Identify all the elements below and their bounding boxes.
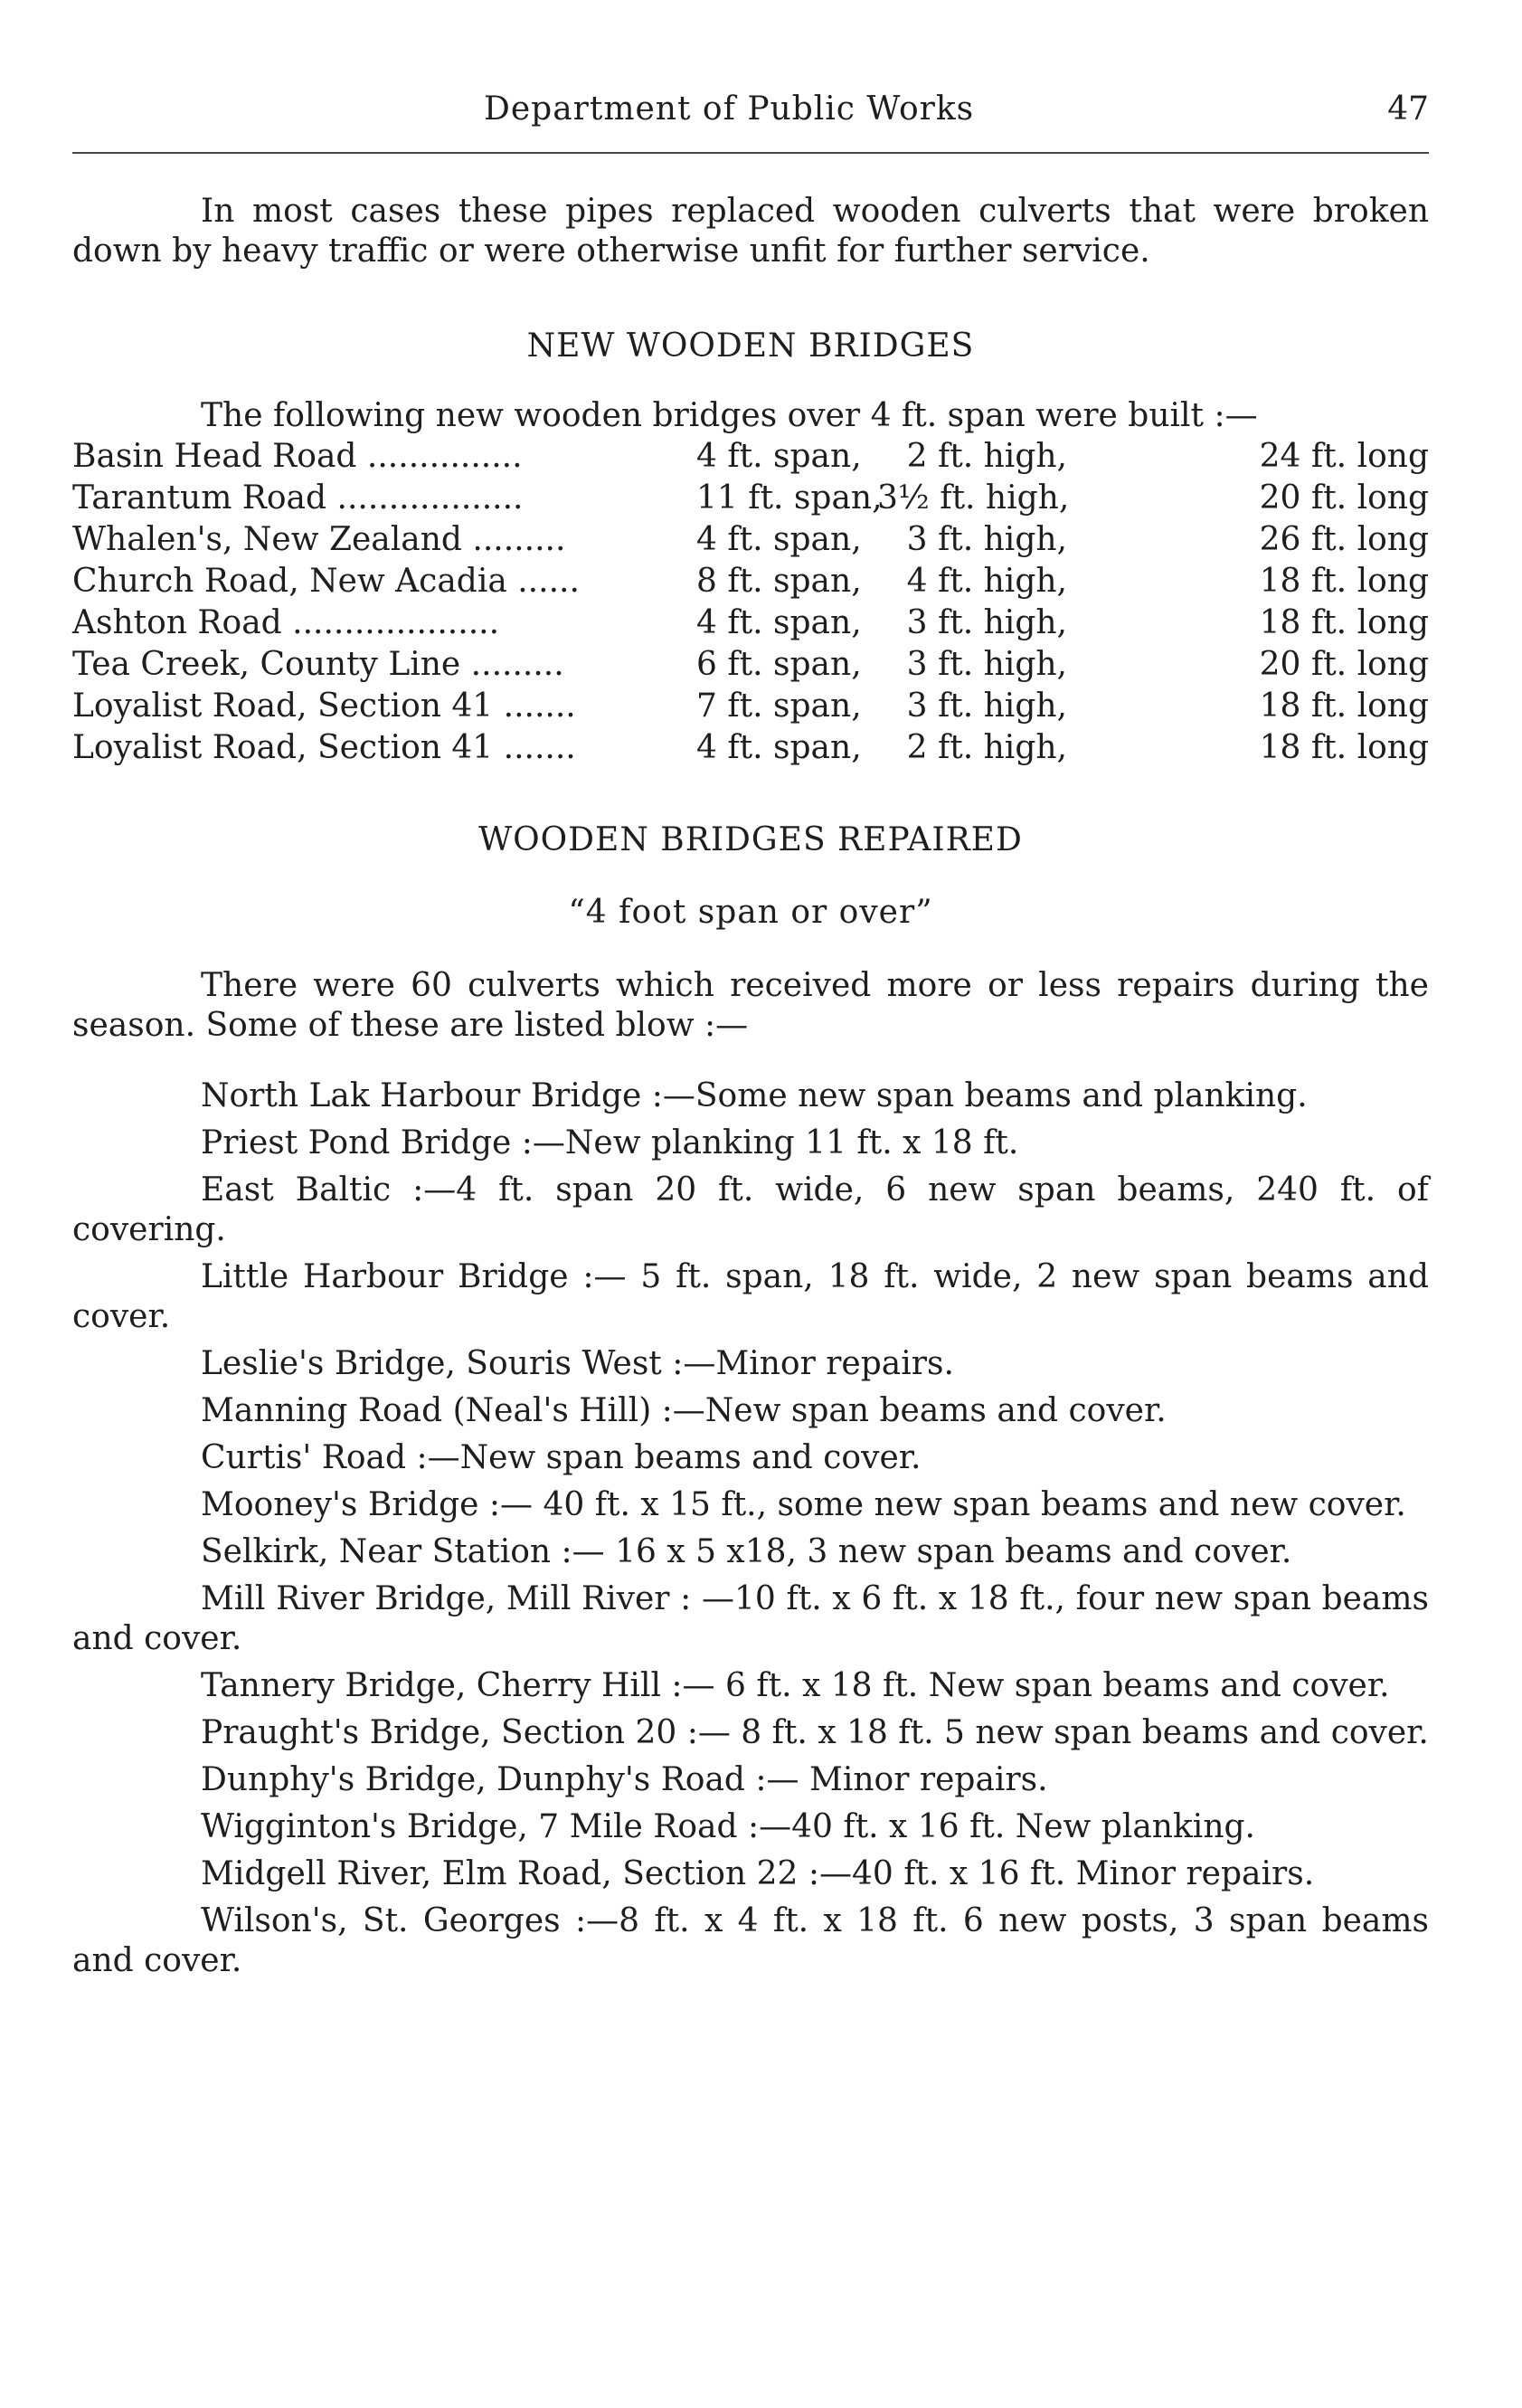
table-row bbox=[72, 646, 1429, 687]
list-item: Curtis' Road :—New span beams and cover. bbox=[201, 1439, 922, 1476]
list-item: Little Harbour Bridge :— 5 ft. span, 18 ft. wide, 2 new span beams and cover. bbox=[72, 1258, 1429, 1335]
bridge-name: Loyalist Road, Section 41 ....... bbox=[72, 687, 576, 725]
bridge-length: 18 ft. long bbox=[1259, 563, 1429, 600]
bridge-height: 2 ft. high, bbox=[906, 438, 1067, 475]
bridge-span: 8 ft. span, bbox=[696, 563, 862, 600]
new-bridges-heading: NEW WOODEN BRIDGES bbox=[526, 327, 975, 365]
bridge-span: 4 ft. span, bbox=[696, 604, 862, 641]
bridge-length: 26 ft. long bbox=[1259, 521, 1429, 558]
bridge-height: 3 ft. high, bbox=[906, 687, 1067, 725]
list-item: Tannery Bridge, Cherry Hill :— 6 ft. x 18 ft. New span beams and cover. bbox=[201, 1667, 1390, 1704]
bridge-name: Whalen's, New Zealand ......... bbox=[72, 521, 566, 558]
new-bridges-lead: The following new wooden bridges over 4 ft. span were built :— bbox=[201, 397, 1258, 434]
bridge-height: 3 ft. high, bbox=[906, 646, 1067, 683]
bridge-span: 4 ft. span, bbox=[696, 521, 862, 558]
bridge-height: 3½ ft. high, bbox=[877, 479, 1070, 517]
list-item: Selkirk, Near Station :— 16 x 5 x18, 3 new span beams and cover. bbox=[201, 1533, 1292, 1570]
bridge-name: Tea Creek, County Line ......... bbox=[72, 646, 564, 683]
intro-paragraph: In most cases these pipes replaced wooden culverts that were broken down by heavy traffic or were otherwise unfit for further service. bbox=[72, 193, 1429, 270]
page-header bbox=[72, 90, 1429, 154]
table-row bbox=[72, 438, 1429, 479]
table-row bbox=[72, 687, 1429, 729]
page-number: 47 bbox=[1387, 90, 1429, 128]
list-item: Wilson's, St. Georges :—8 ft. x 4 ft. x 18 ft. 6 new posts, 3 span beams and cover. bbox=[72, 1902, 1429, 1979]
bridge-name: Loyalist Road, Section 41 ....... bbox=[72, 729, 576, 766]
bridge-length: 18 ft. long bbox=[1259, 729, 1429, 766]
list-item: Leslie's Bridge, Souris West :—Minor repairs. bbox=[201, 1345, 954, 1382]
bridge-name: Ashton Road .................... bbox=[72, 604, 500, 641]
list-item: East Baltic :—4 ft. span 20 ft. wide, 6 new span beams, 240 ft. of covering. bbox=[72, 1171, 1429, 1248]
bridge-span: 11 ft. span, bbox=[696, 479, 883, 517]
bridge-length: 18 ft. long bbox=[1259, 604, 1429, 641]
list-item: Praught's Bridge, Section 20 :— 8 ft. x 18 ft. 5 new span beams and cover. bbox=[201, 1714, 1429, 1751]
header-rule bbox=[72, 152, 1429, 154]
bridge-height: 2 ft. high, bbox=[906, 729, 1067, 766]
bridge-span: 7 ft. span, bbox=[696, 687, 862, 725]
bridge-length: 18 ft. long bbox=[1259, 687, 1429, 725]
table-row bbox=[72, 563, 1429, 604]
repaired-subheading: “4 foot span or over” bbox=[568, 894, 933, 931]
bridge-span: 4 ft. span, bbox=[696, 438, 862, 475]
bridge-height: 4 ft. high, bbox=[906, 563, 1067, 600]
table-row bbox=[72, 729, 1429, 771]
new-bridges-table bbox=[72, 438, 1429, 771]
bridge-name: Church Road, New Acadia ...... bbox=[72, 563, 580, 600]
bridge-name: Basin Head Road ............... bbox=[72, 438, 523, 475]
list-item: Manning Road (Neal's Hill) :—New span beams and cover. bbox=[201, 1392, 1167, 1429]
list-item: Dunphy's Bridge, Dunphy's Road :— Minor repairs. bbox=[201, 1761, 1048, 1798]
bridge-name: Tarantum Road .................. bbox=[72, 479, 524, 517]
bridge-height: 3 ft. high, bbox=[906, 604, 1067, 641]
list-item: Wigginton's Bridge, 7 Mile Road :—40 ft. x 16 ft. New planking. bbox=[201, 1808, 1255, 1845]
bridge-length: 24 ft. long bbox=[1259, 438, 1429, 475]
list-item: Mooney's Bridge :— 40 ft. x 15 ft., some new span beams and new cover. bbox=[201, 1486, 1406, 1523]
bridge-length: 20 ft. long bbox=[1259, 479, 1429, 517]
list-item: Midgell River, Elm Road, Section 22 :—40 ft. x 16 ft. Minor repairs. bbox=[201, 1855, 1315, 1892]
list-item: Mill River Bridge, Mill River : —10 ft. x 6 ft. x 18 ft., four new span beams and cover. bbox=[72, 1580, 1429, 1657]
bridge-length: 20 ft. long bbox=[1259, 646, 1429, 683]
table-row bbox=[72, 604, 1429, 646]
bridge-height: 3 ft. high, bbox=[906, 521, 1067, 558]
repaired-heading: WOODEN BRIDGES REPAIRED bbox=[478, 821, 1023, 858]
repaired-list bbox=[72, 1076, 1429, 1988]
page-title: Department of Public Works bbox=[484, 90, 975, 128]
bridge-span: 4 ft. span, bbox=[696, 729, 862, 766]
table-row bbox=[72, 521, 1429, 563]
list-item: Priest Pond Bridge :—New planking 11 ft. x 18 ft. bbox=[201, 1124, 1019, 1161]
bridge-span: 6 ft. span, bbox=[696, 646, 862, 683]
table-row bbox=[72, 479, 1429, 521]
list-item: North Lak Harbour Bridge :—Some new span beams and planking. bbox=[201, 1077, 1308, 1114]
repaired-lead: There were 60 culverts which received more or less repairs during the season. Some of these are listed blow :— bbox=[72, 967, 1429, 1044]
